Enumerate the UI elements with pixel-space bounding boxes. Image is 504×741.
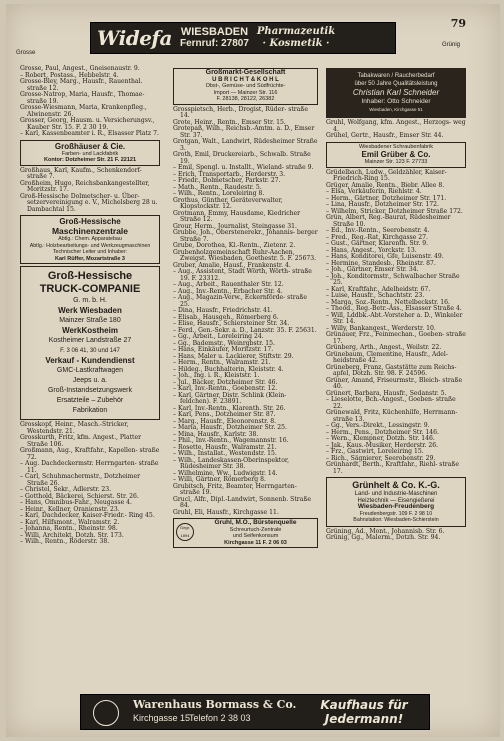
entry-list	[20, 66, 160, 138]
list-item: – Wilhelm, Stricker, Dotzheimer Straße 172.	[326, 207, 463, 215]
page-number: 79	[450, 17, 466, 30]
list-item: Groth, Emil, Druckereiarb., Schwalb. Straße 19.	[173, 151, 311, 165]
bottom-advert-banner	[80, 694, 430, 730]
list-item: – Joh., Ing. i. R., Kleiststr. 1.	[173, 372, 260, 379]
directory-page	[6, 4, 500, 737]
list-item: – Gg., Bademstr., Weinrgbstr. 15.	[173, 339, 275, 347]
list-item: – Ferd., Gen.-Sekr. a. D., Lanzstr. 35. F. 25631.	[173, 326, 317, 334]
entry-list	[326, 529, 466, 542]
ad-gruenhelt: Grünhelt & Co. K.-G. Land- und Industrie-Maschinen Heiztechnik — Eisengießerei Wiesbaden-Freudenberg Freudenbergstr. 109 F. 2 98 10 Bahnstation: Wiesbaden-Schierstein	[326, 477, 466, 527]
list-item: – Lina, Hausfr., Dotzheimer Str. 172.	[326, 201, 439, 208]
entry-list	[20, 168, 160, 214]
list-item: – Karl, Gärtner, Distr. Schlink (Klein- feldchen). F. 23891.	[173, 391, 287, 405]
list-item: – Karl, Inv.-Rentn., Goebenstr. 12.	[173, 385, 278, 392]
column-2	[173, 66, 318, 550]
list-item: Grosse-Wiesmann, Maria, Krankenpfleg., Alwinenstr. 26.	[20, 104, 147, 118]
list-item: Grosskopf, Heinr., Masch.-Stricker, Westendstr. 21.	[20, 421, 129, 435]
list-item: – Gg., Arbeit., Loreleiring 24.	[173, 333, 264, 340]
bormass-name: Warenhaus Bormass & Co.	[133, 698, 297, 711]
list-item: Grotepaß, Wilh., Reichsb.-Amtm. a. D., Emser Str. 37.	[173, 125, 315, 139]
list-item: – Gotthold, Bäckerei, Schierst. Str. 26.	[20, 492, 139, 500]
list-item: – Emil, Spengl. u. Installt., Wieland- straße 9.	[173, 164, 314, 171]
list-item: Grubbe, Joh., Oberstenerekr., Johannis- berger Straße 7.	[173, 229, 318, 243]
list-item: Grüdelbach, Ludw., Geldzähler, Kaiser- Friedrich-Ring 15.	[326, 168, 447, 182]
list-item: – Hans, Einkäufer, Moritzstr. 17.	[173, 346, 274, 353]
list-item: – Will, Lddbk.-Abt.-Vorsteher a. D., Winkeler Str. 14.	[326, 311, 463, 325]
list-item: – Ed., Inv.-Rentn., Seerobenstr. 4.	[326, 227, 430, 234]
list-item: Grotmann, Emmy, Hausdame, Kiedricher Straße 12.	[173, 209, 301, 223]
list-item: Groß-Hessische Dolmetscher- u. Über- setzervereinigung e. V., Michelsberg 28 u. Dambachtal 15.	[20, 192, 158, 213]
list-item: Grour, Herm., Journalist, Steingasse 31.	[173, 222, 297, 230]
list-item: – Dina, Hausfr., Friedrichstr. 41.	[173, 307, 273, 314]
list-item: – Karl, Dachdecker, Kaiser-Friedr.- Ring 45.	[20, 512, 155, 519]
list-item: – Karl, Pens., Dotzheimer Str. 87.	[173, 411, 276, 418]
list-item: – Gg., Vers.-Direkt., Lessingstr. 9.	[326, 422, 430, 429]
list-item: – Aug., Inv.-Rentn., Erbacher Str. 4.	[173, 287, 283, 295]
list-item: Grünert, Barbara, Hausfr., Sedanstr. 5.	[326, 389, 447, 397]
running-head-left: Grosse	[16, 50, 36, 56]
list-item: – Jak., Kaus.-Musiker, Herderstr. 26.	[326, 441, 439, 449]
list-item: Grothus, Günther, Geräteverwalter, Klopstockstr. 12.	[173, 196, 283, 210]
list-item: – Herm., Pens., Dotzheimer Str. 146.	[326, 428, 439, 436]
list-item: – Rosette, Hausfr., Walramstr. 21.	[173, 443, 277, 451]
list-item: Grucl, Alfr., Dipl.-Landwirt, Sonnenb. Straße 84.	[173, 495, 312, 509]
list-item: – Karl, Hilfsmont., Walramstr. 2.	[20, 518, 120, 526]
list-item: – Joh., Konditormstr., Schwalbacher Straße 25.	[326, 272, 460, 286]
list-item: Grosse-Bley, Marg., Hausfr., Rauenthal. straße 12.	[20, 78, 143, 92]
list-item: – Wilh., Installat., Westendstr. 15.	[173, 450, 277, 457]
running-head-right: Grünig	[441, 42, 460, 48]
ad-grosshaeuser: Großhäuser & Cie. Farben- und Lackfabrik Kontor: Dotzheimer Str. 21 F. 22121	[20, 140, 160, 166]
list-item: – Theod., Reg.-Betr.-Ass., Elsasser Straße 4.	[326, 305, 462, 312]
list-item: – Hildeg., Buchhalterin, Kleiststr. 4.	[173, 365, 284, 373]
list-item: – Karl, Kraftfahr., Adelheidstr. 67.	[326, 285, 431, 293]
top-advert-banner	[90, 22, 396, 54]
list-item: Grünberg, Arth., Angest., Weilstr. 22.	[326, 344, 442, 351]
list-item: – Aug., Arbeit., Rauenthaler Str. 12.	[173, 281, 284, 288]
list-item: – Aug., Magazin-Verw., Eckernförde- straße 25.	[173, 294, 307, 308]
list-item: Grühel, Gertr., Hausfr., Emser Str. 44.	[326, 132, 444, 139]
list-item: Grüneberg, Franz, Gaststätte zum Reichs- apfel, Dotzh. Str. 98. F. 24596.	[326, 363, 457, 377]
list-item: – Karl, Inv.-Rentn., Klarenth. Str. 26.	[173, 404, 286, 412]
list-item: – Mina, Hausfr., Karlstr. 38.	[173, 430, 259, 438]
list-item: – Elisab., Hausgeh., Römerberg 6.	[173, 313, 279, 321]
list-item: – Willi, Architekt, Dotzh. Str. 173.	[20, 531, 124, 539]
list-item: – Willi, Gärtner, Römerberg 8.	[173, 476, 266, 483]
bormass-phone: Telefon 2 38 03	[189, 713, 251, 723]
list-item: – Carl, Schuhmachermstr., Dotzheimer Straße 26.	[20, 473, 141, 487]
list-item: Grote, Heinr., Rentn., Emser Str. 15.	[173, 118, 286, 126]
list-item: – Wilh., Landeskassen-Oberinspektor, Rüdesheimer Str. 38.	[173, 456, 290, 470]
list-item: Grotgan, Walt., Landwirt, Rüdesheimer Straße 3.	[173, 138, 318, 152]
gruhl-badge: Gegr. 1894	[176, 523, 194, 541]
list-item: – Hans, Konditorei, Gfe, Luisenstr. 49.	[326, 253, 444, 260]
list-item: – Aug. Dachdeckermstr. Herrngarten- straße 11.	[20, 460, 159, 474]
list-item: – Hermine, Standesb., Rheinstr. 87.	[326, 259, 436, 267]
list-item: – Marga, Soz.-Rentn., Nettelbeckstr. 16.	[326, 298, 450, 306]
list-item: – Math., Rentn., Raudestr. 5.	[173, 183, 262, 191]
list-item: Grün, Albert, Reg.-Baurat, Rüdesheimer Straße 10.	[326, 214, 451, 228]
list-item: Grosspietsch, Herb., Drogist, Rüder- straße 14.	[173, 105, 308, 119]
list-item: – Hans, Maler u. Lackierer, Stiftstr. 29.	[173, 352, 294, 360]
entry-list	[326, 170, 466, 476]
list-item: Großmann, Aug., Kraftfahr., Kapellen- straße 72.	[20, 447, 160, 461]
list-item: Grosskurth, Fritz, kfm. Angest., Platter Straße 106.	[20, 434, 142, 448]
list-item: – Lieselotte, Bch.-Angest., Goeben- straße 22.	[326, 396, 456, 410]
list-item: – Marg., Hausfr., Eleonorenstr. 8.	[173, 417, 277, 425]
list-item: – Gust., Gärtner, Klarenth. Str. 9.	[326, 240, 429, 247]
list-item: Grüger, Amalie, Rentn., Biebr. Allee 8.	[326, 181, 445, 189]
ad-schneider: Tabakwaren / Raucherbedarf über 50 Jahre Qualitätsleistung Christian Karl Schneider Inhaber: Otto Schneider Wiesbaden, Kirchgasse 51	[326, 68, 466, 118]
list-item: Grüner, Amand, Friseurmstr., Bleich- straße 40.	[326, 376, 463, 390]
list-item: – Herm., Rentn., Walramstr. 21.	[173, 359, 271, 366]
list-item: Grünauer, Frz., Feinmechan., Goeben- straße 17.	[326, 331, 466, 345]
list-item: – Maria, Hausfr., Dotzheimer Str. 25.	[173, 424, 287, 431]
list-item: Großheim, Hugo, Reichsbankangestellter, Moritzstr. 17.	[20, 179, 150, 193]
list-item: Gruber, Amalie, Hausf., Frankenstr. 4.	[173, 261, 291, 269]
list-item: Grünebaum, Clementine, Hausfr., Adel- heidstraße 42.	[326, 350, 448, 364]
list-item: – Luise, Hausfr., Schachtstr. 23.	[326, 292, 425, 299]
bormass-logo-icon	[93, 700, 119, 726]
list-item: – Wern., Klempner, Dotzh. Str. 146.	[326, 435, 435, 442]
list-item: Gruhl, Eli, Hausfr., Kirchgasse 11.	[173, 508, 279, 516]
list-item: – Friedr., Dolmetscher, Parkstr. 27.	[173, 177, 281, 184]
list-item: – Johanna, Rentn., Rheinstr. 98.	[20, 525, 118, 532]
list-item: – Hans, Omnibus-Fahr., Neugasse 4.	[20, 499, 132, 506]
list-item: Grubitsch, Fritz, Beamter, Herrngarten- straße 19.	[173, 482, 297, 496]
list-item: – Wilh., Rentn., Loreleiring 8.	[173, 190, 265, 197]
list-item: – Aug., Assistent, Stadt Wörth, Wörth- straße 19. F. 23312.	[173, 268, 312, 282]
list-item: Grüning, Ad., Mont., Johannisb. Str. 6.	[326, 527, 445, 535]
list-item: – Hans, Angest., Yorckstr. 13.	[326, 246, 417, 254]
list-item: Grube, Dorothea, Kl.-Rentn., Zietenr. 2.	[173, 242, 296, 249]
list-item: Grünewald, Fritz, Küchenhilfe, Herrmann- straße 13.	[326, 409, 458, 423]
list-item: – Frz., Gastwirt, Loreleiring 15.	[326, 448, 424, 455]
list-item: – Heinr., Kellner, Oranienstr. 23.	[20, 505, 120, 513]
bormass-street: Kirchgasse 15	[133, 713, 191, 723]
list-item: Grosser, Georg, Hausm. u. Versicherungsv., Kauber Str. 15. F. 2 30 19.	[20, 117, 155, 131]
list-item: – Jul., Bäcker, Dotzheimer Str. 46.	[173, 378, 278, 386]
list-item: – Elsa, Verkäuferin, Riehlstr. 4.	[326, 188, 422, 195]
ad-gruber-schraubenfabrik: Wiesbadener Schraubenfabrik Emil Grüber & Co. Mainzer Str. 123 F. 27733	[326, 142, 466, 168]
list-item: – Erich, Transportarb., Herderstr. 3.	[173, 170, 286, 178]
widefa-logo: Widefa	[97, 26, 172, 50]
list-item: – Herm., Gärtner, Dotzheimer Str. 171.	[326, 194, 447, 202]
list-item: – Phil., Inv.-Rentn., Wagemannstr. 16.	[173, 437, 289, 444]
list-item: Grünhardt, Berth., Kraftfahr., Riehl- straße 17.	[326, 461, 459, 475]
entry-list	[20, 422, 160, 546]
banner-address: WIESBADEN Fernruf: 27807	[179, 26, 249, 49]
list-item: Grubenholzgemeinschaft Ruhr-Aachen, Zweigst. Wiesbaden, Goethestr. 5. F. 25673.	[173, 248, 317, 262]
list-item: Grünig, Gg., Malerm., Dotzh. Str. 94.	[326, 534, 441, 541]
list-item: Großhaus, Karl, Kaufm., Schenkendorf- straße 7.	[20, 166, 142, 180]
list-item: – Wilh., Rentn., Röderstr. 38.	[20, 538, 110, 545]
ad-ubricht-kohl: Großmarkt-Gesellschaft U B R I C H T & K O H L Obst-, Gemüse- und Südfrüchte- Import — Mainzer Str. 116 F. 28138, 28122, 26382	[173, 68, 318, 105]
list-item: – Robert, Postass., Hebbelstr. 4.	[20, 71, 119, 79]
banner-slogan: Pharmazeutik · Kosmetik ·	[256, 26, 336, 49]
column-1	[20, 66, 160, 546]
list-item: – Wilhelmine, Ww., Ludwigstr. 14.	[173, 469, 278, 477]
list-item: – Elise, Hausfr., Schiersteiner Str. 34.	[173, 320, 290, 327]
list-item: – Fred., Reg.-Rat, Kirchgasse 27.	[326, 233, 428, 241]
bormass-slogan: Kaufhaus für Jedermann!	[320, 698, 408, 726]
ad-truck-companie: Groß-Hessische TRUCK-COMPANIE G. m. b. H. Werk Wiesbaden Mainzer Straße 180 WerkKostheim Kostheimer Landstraße 27 F. 3 06 41, 30 und 147 Verkauf - Kundendienst GMC-Lastkraftwagen Jeeps u. a. Groß-Instandsetzungswerk Ersatzteile – Zubehör Fabrikation	[20, 266, 160, 420]
list-item: – Christel, Sekr., Adlerstr. 23.	[20, 486, 112, 493]
list-item: – Karl, Kassenbeamter i. R., Elsasser Platz 7.	[20, 130, 159, 137]
list-item: – Rich., Sägnierer, Seerobenstr. 29.	[326, 454, 436, 462]
list-item: – Willy, Bankangest., Werderstr. 10.	[326, 324, 436, 332]
ad-maschinenzentrale: Groß-Hessische Maschinenzentrale Abtlg.: Chem. Apparatebau Abtlg.: Holzbearbeitungs- und Werkzeugmaschinen Technischer Leiter und Inhaber: Karl Rüffer, Mozartstraße 3	[20, 215, 160, 264]
list-item: Grosse, Paul, Angest., Gneisenaustr. 9.	[20, 65, 140, 72]
list-item: Grosse-Natrop, Maria, Hausfr., Thomae- straße 19.	[20, 91, 145, 105]
ad-gruhl: Gegr. 1894 Gruhl, M.O., Bürstenquelle Schreurtuch-Zentrale und Seifenkonsum Kirchgasse 11 F. 2 06 03	[173, 518, 318, 548]
list-item: Gruhl, Wolfgang, kfm. Angest., Herzogs- weg 4.	[326, 119, 466, 133]
column-3	[326, 66, 466, 542]
entry-list	[173, 107, 318, 517]
entry-list	[326, 120, 466, 140]
list-item: – Joh., Gärtner, Emser Str. 34.	[326, 266, 419, 273]
